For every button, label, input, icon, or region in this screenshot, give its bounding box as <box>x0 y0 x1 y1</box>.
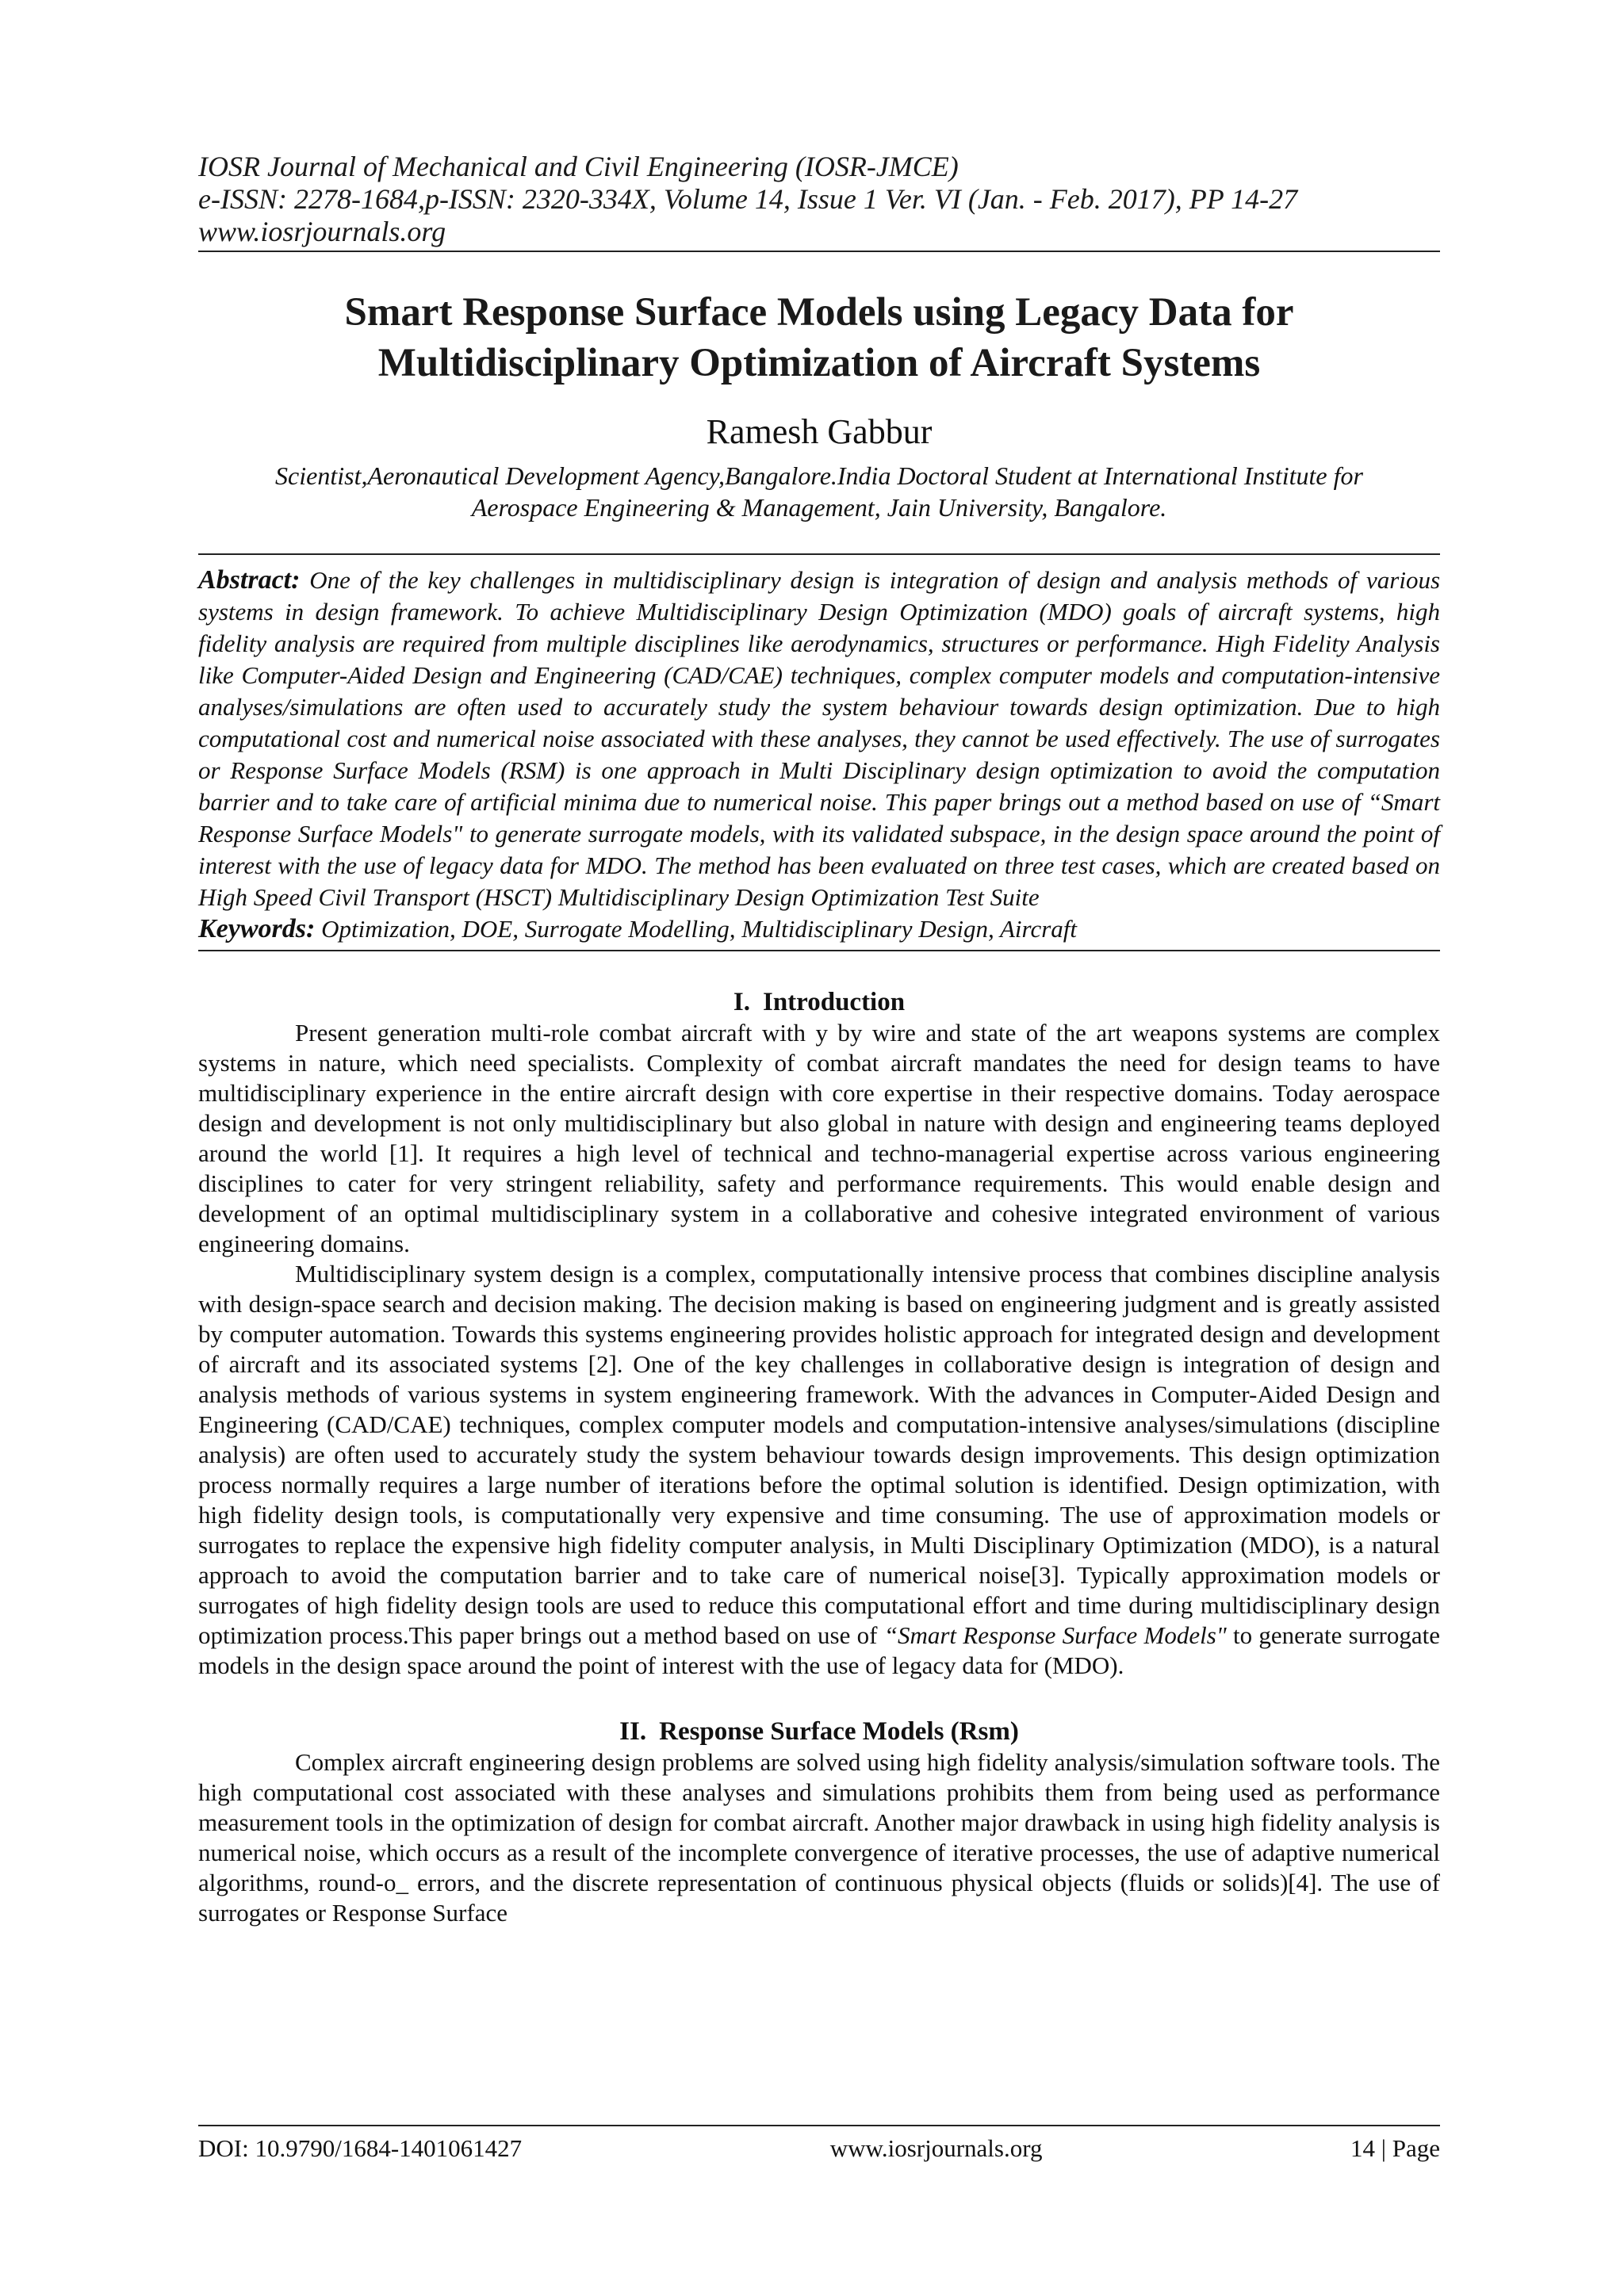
footer-row <box>198 2133 1440 2164</box>
footer-divider <box>198 2125 1440 2126</box>
abstract-top-divider <box>198 553 1440 555</box>
title-line-2: Multidisciplinary Optimization of Aircraft Systems <box>377 341 1261 385</box>
journal-website[interactable]: www.iosrjournals.org <box>198 216 446 247</box>
journal-header <box>198 151 1440 248</box>
page-footer <box>198 2125 1440 2164</box>
keywords-label: Keywords: <box>198 914 316 943</box>
rsm-paragraph-1: Complex aircraft engineering design problems are solved using high fidelity analysis/simulation software tools. The high computational cost associated with these analyses and simulations prohibits them from being used as performance measurement tools in the optimization of design for combat aircraft. Another major drawback in using high fidelity analysis is numerical noise, which occurs as a result of the incomplete convergence of iterative processes, the use of adaptive numerical algorithms, round-o_ errors, and the discrete representation of continuous physical objects (fluids or solids)[4]. The use of surrogates or Response Surface <box>198 1748 1440 1927</box>
section-heading-introduction <box>198 986 1440 1018</box>
footer-website[interactable]: www.iosrjournals.org <box>829 2134 1043 2162</box>
author-affiliation <box>198 460 1440 523</box>
intro-paragraph-2-text: Multidisciplinary system design is a complex, computationally intensive process that combines discipline analysis with design-space search and decision making. The decision making is based on engineering judgment and is greatly assisted by computer automation. Towards this systems engineering provides holistic approach for integrated design and development of aircraft and its associated systems [2]. One of the key challenges in collaborative design is integration of design and analysis methods of various systems in system engineering framework. With the advances in Computer-Aided Design and Engineering (CAD/CAE) techniques, complex computer models and computation-intensive analyses/simulations (discipline analysis) are often used to accurately study the system behaviour towards design improvements. This design optimization process normally requires a large number of iterations before the optimal solution is identified. Design optimization, with high fidelity design tools, is computationally very expensive and time consuming. The use of approximation models or surrogates to replace the expensive high fidelity computer analysis, in Multi Disciplinary Optimization (MDO), is a natural approach to avoid the computation barrier and to take care of numerical noise[3]. Typically approximation models or surrogates of high fidelity design tools are used to reduce this computational effort and time during multidisciplinary design optimization process.This paper brings out a method based on use of <box>198 1260 1440 1649</box>
section-title: Response Surface Models (Rsm) <box>659 1717 1019 1746</box>
intro-paragraph-2 <box>198 1259 1440 1681</box>
section-title: Introduction <box>762 988 906 1016</box>
footer-doi: DOI: 10.9790/1684-1401061427 <box>198 2134 523 2162</box>
abstract-label: Abstract: <box>198 565 301 595</box>
abstract-block <box>198 553 1440 951</box>
section-number: II. <box>619 1717 647 1746</box>
journal-name: IOSR Journal of Mechanical and Civil Engineering (IOSR-JMCE) <box>198 151 959 182</box>
affiliation-line-2: Aerospace Engineering & Management, Jain University, Bangalore. <box>471 493 1167 522</box>
intro-paragraph-1: Present generation multi-role combat aircraft with y by wire and state of the art weapons systems are complex systems in nature, which need specialists. Complexity of combat aircraft mandates the need for design teams to have multidisciplinary experience in the entire aircraft design with core expertise in their respective domains. Today aerospace design and development is not only multidisciplinary but also global in nature with design and engineering teams deployed around the world [1]. It requires a high level of technical and techno-managerial expertise across various engineering disciplines to cater for very stringent reliability, safety and performance requirements. This would enable design and development of an optimal multidisciplinary system in a collaborative and cohesive integrated environment of various engineering domains. <box>198 1019 1440 1257</box>
page-content <box>198 151 1440 1928</box>
intro-paragraph-2-tail: to generate surrogate models in the design space around the point of interest with the use of legacy data for (MDO). <box>198 1621 1440 1679</box>
affiliation-line-1: Scientist,Aeronautical Development Agency,Bangalore.India Doctoral Student at International Institute for <box>275 461 1363 490</box>
abstract <box>198 564 1440 913</box>
paper-title <box>198 287 1440 388</box>
keywords <box>198 913 1440 945</box>
issn-line: e-ISSN: 2278-1684,p-ISSN: 2320-334X, Volume 14, Issue 1 Ver. VI (Jan. - Feb. 2017), PP 14-27 <box>198 183 1298 215</box>
keywords-text: Optimization, DOE, Surrogate Modelling, Multidisciplinary Design, Aircraft <box>321 915 1077 943</box>
abstract-bottom-divider <box>198 950 1440 951</box>
header-divider <box>198 251 1440 252</box>
author-name: Ramesh Gabbur <box>706 412 933 451</box>
abstract-text: One of the key challenges in multidisciplinary design is integration of design and analysis methods of various systems in design framework. To achieve Multidisciplinary Design Optimization (MDO) goals of aircraft systems, high fidelity analysis are required from multiple disciplines like aerodynamics, structures or performance. High Fidelity Analysis like Computer-Aided Design and Engineering (CAD/CAE) techniques, complex computer models and computation-intensive analyses/simulations are often used to accurately study the system behaviour towards design optimization. Due to high computational cost and numerical noise associated with these analyses, they cannot be used effectively. The use of surrogates or Response Surface Models (RSM) is one approach in Multi Disciplinary design optimization to avoid the computation barrier and to take care of artificial minima due to numerical noise. This paper brings out a method based on use of “Smart Response Surface Models" to generate surrogate models, with its validated subspace, in the design space around the point of interest with the use of legacy data for MDO. The method has been evaluated on three test cases, which are created based on High Speed Civil Transport (HSCT) Multidisciplinary Design Optimization Test Suite <box>198 566 1441 911</box>
section-number: I. <box>733 988 750 1016</box>
intro-paragraph-2-italic: “Smart Response Surface Models" <box>883 1621 1227 1649</box>
footer-page-number: 14 | Page <box>1350 2134 1440 2162</box>
title-line-1: Smart Response Surface Models using Legacy Data for <box>344 290 1294 335</box>
section-heading-rsm <box>198 1716 1440 1747</box>
